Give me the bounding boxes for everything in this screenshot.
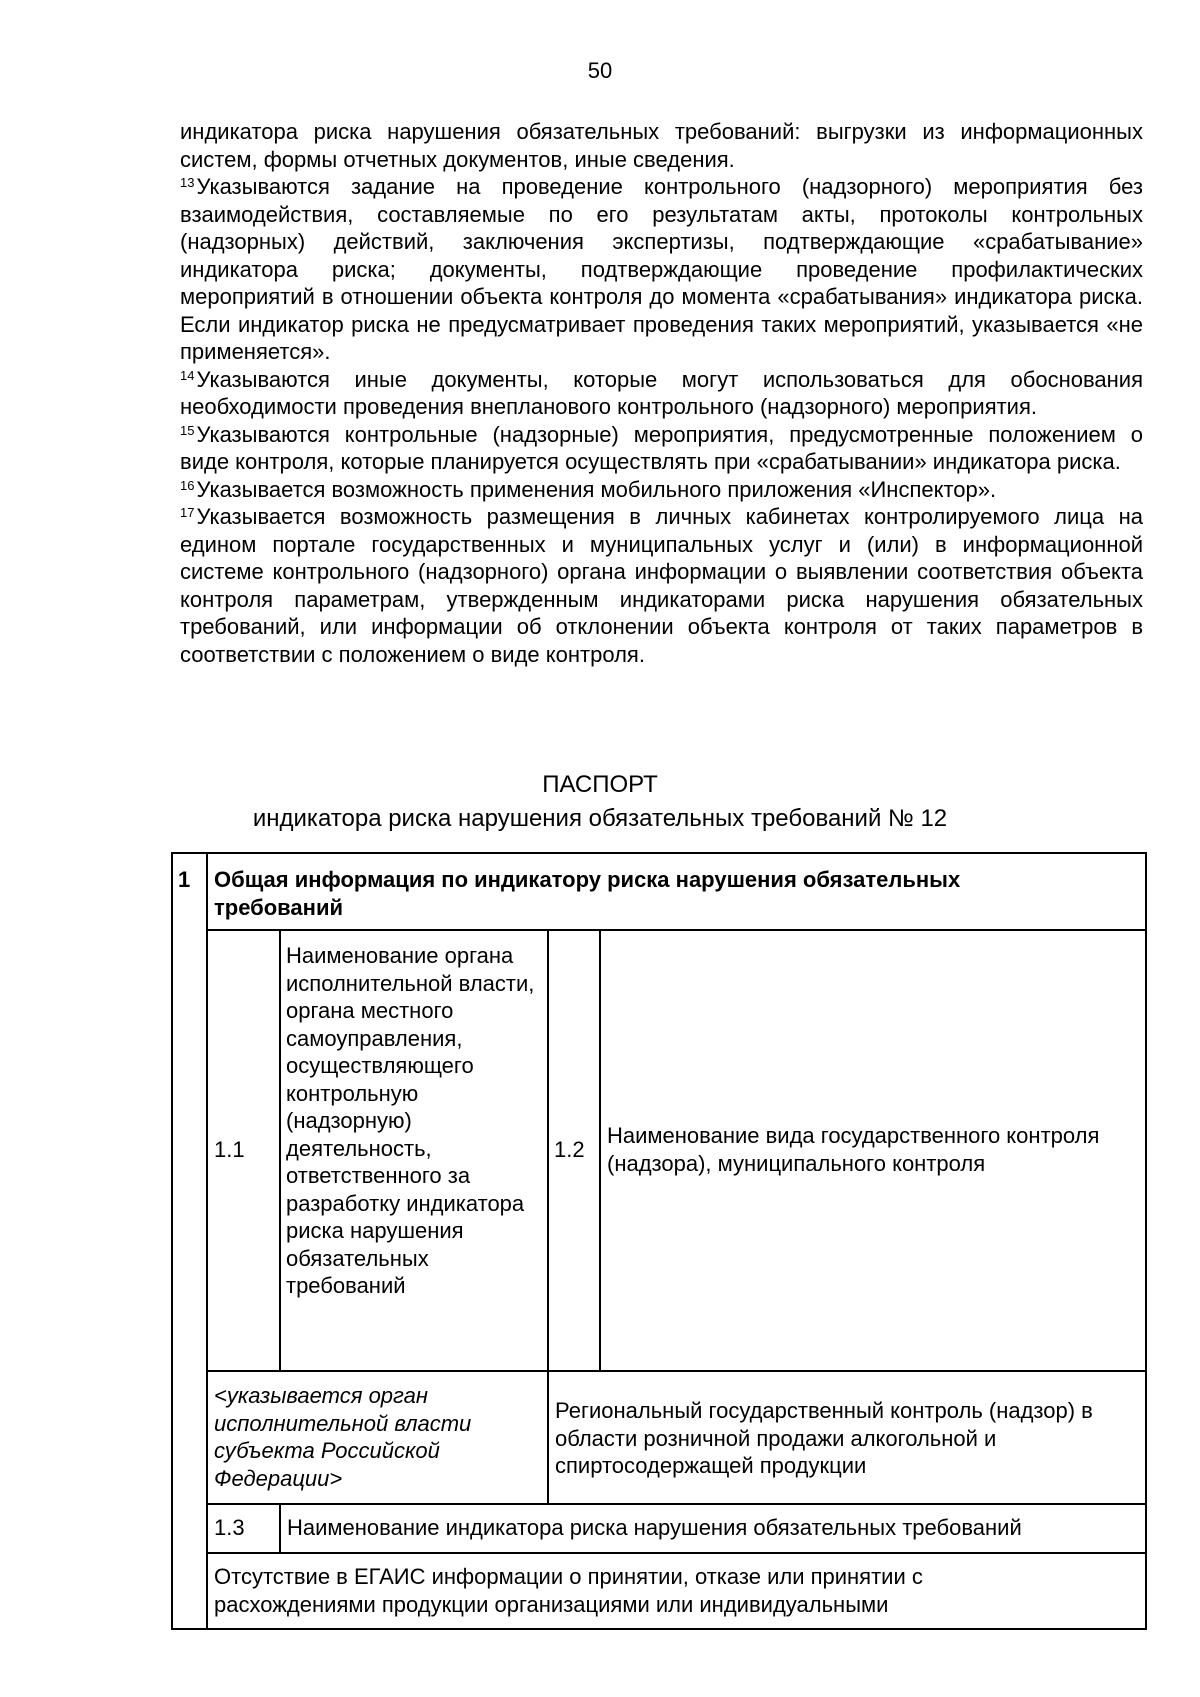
footnote-continuation: индикатора риска нарушения обязательных требований: выгрузки из информационных систем, формы отчетных документов, иные сведения. (180, 119, 1143, 172)
row-1-3-number: 1.3 (214, 1515, 245, 1540)
footnote-marker: 17 (180, 505, 195, 520)
table-col-divider (547, 929, 549, 1503)
passport-subtitle: индикатора риска нарушения обязательных требований № 12 (252, 805, 948, 832)
table-col-divider (279, 929, 281, 1370)
row-1-1-label: Наименование органа исполнительной власти, органа местного самоуправления, осуществляющего контрольную (надзорную) деятельность, ответственного за разработку индикатора риска нарушения обязательных требований (286, 943, 535, 1298)
table-border-bottom (171, 1628, 1147, 1630)
table-border-left (171, 852, 173, 1630)
footnotes-block (180, 118, 1143, 668)
row-1-3-label: Наименование индикатора риска нарушения обязательных требований (287, 1515, 1022, 1540)
footnote-13 (180, 173, 1143, 366)
section-title: Общая информация по индикатору риска нарушения обязательных требований (214, 867, 961, 920)
footnote-14 (180, 366, 1143, 421)
table-border-right (1145, 852, 1147, 1630)
row-1-2-value: Региональный государственный контроль (надзор) в области розничной продажи алкогольной и спиртосодержащей продукции (555, 1398, 1093, 1478)
row-1-1-value: <указывается орган исполнительной власти субъекта Российской Федерации> (214, 1383, 472, 1491)
footnote-16 (180, 476, 1143, 504)
row-1-2-label: Наименование вида государственного контроля (надзора), муниципального контроля (607, 1123, 1100, 1176)
footnote-marker: 15 (180, 422, 195, 438)
footnote-marker: 14 (180, 367, 195, 383)
footnote-text: Указывается возможность применения мобильного приложения «Инспектор». (196, 476, 997, 502)
table-row-divider (206, 1503, 1147, 1505)
row-1-2-number: 1.2 (554, 1137, 585, 1162)
row-1-3-value: Отсутствие в ЕГАИС информации о принятии, отказе или принятии с расхождениями продукции организациями или индивидуальными (214, 1564, 923, 1617)
footnote-15 (180, 421, 1143, 476)
table-col-divider (206, 852, 208, 1630)
row-1-1-number: 1.1 (214, 1137, 245, 1162)
footnote-marker: 16 (180, 477, 195, 493)
passport-title: ПАСПОРТ (542, 771, 658, 798)
table-col-divider (599, 929, 601, 1370)
table-row-divider (206, 1552, 1147, 1554)
table-col-divider (279, 1503, 281, 1552)
table-row-divider (206, 929, 1147, 931)
footnote-17 (180, 503, 1143, 668)
footnote-marker: 13 (180, 175, 195, 190)
table-border-top (171, 852, 1147, 854)
footnote-text: Указываются контрольные (надзорные) мероприятия, предусмотренные положением о виде контроля, которые планируется осуществлять при «срабатывании» индикатора риска. (180, 421, 1143, 474)
footnote-text: Указываются задание на проведение контрольного (надзорного) мероприятия без взаимодействия, составляемые по его результатам акты, протоколы контрольных (надзорных) действий, заключения экспертизы, подтверждающие «срабатывание» индикатора риска; документы, подтверждающие проведение профилактических мероприятий в отношении объекта контроля до момента «срабатывания» индикатора риска. Если индикатор риска не предусматривает проведения таких мероприятий, указывается «не применяется». (180, 174, 1143, 364)
footnote-text: Указываются иные документы, которые могут использоваться для обоснования необходимости проведения внепланового контрольного (надзорного) мероприятия. (180, 366, 1143, 419)
footnote-text: Указывается возможность размещения в личных кабинетах контролируемого лица на едином портале государственных и муниципальных услуг и (или) в информационной системе контрольного (надзорного) органа информации о выявлении соответствия объекта контроля параметрам, утвержденным индикаторами риска нарушения обязательных требований, или информации об отклонении объекта контроля от таких параметров в соответствии с положением о виде контроля. (180, 504, 1143, 667)
page-number: 50 (587, 58, 613, 83)
table-row-divider (206, 1370, 1147, 1372)
section-number: 1 (178, 867, 191, 892)
